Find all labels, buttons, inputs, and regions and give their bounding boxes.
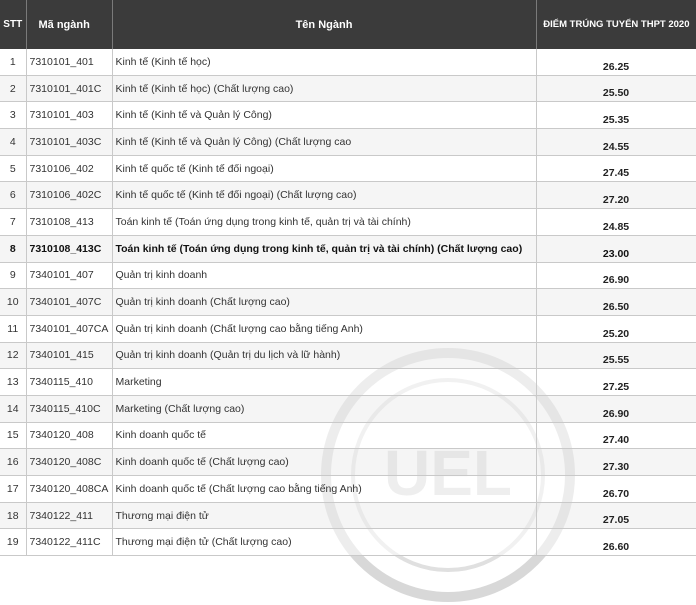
table-row (0, 75, 696, 102)
row-stt: 9 (0, 262, 26, 289)
row-stt: 10 (0, 289, 26, 316)
row-ma-nganh: 7340101_407CA (26, 315, 112, 342)
row-stt: 4 (0, 129, 26, 156)
row-stt: 6 (0, 182, 26, 209)
row-ma-nganh: 7310101_403C (26, 129, 112, 156)
row-diem: 26.60 (536, 529, 696, 556)
table-row (0, 102, 696, 129)
row-ma-nganh: 7340115_410C (26, 395, 112, 422)
row-diem: 25.35 (536, 102, 696, 129)
row-ma-nganh: 7340120_408CA (26, 476, 112, 503)
table-row (0, 262, 696, 289)
row-stt: 5 (0, 155, 26, 182)
row-ma-nganh: 7310108_413 (26, 209, 112, 236)
table-row (0, 235, 696, 262)
row-ten-nganh: Kinh doanh quốc tế (Chất lượng cao bằng tiếng Anh) (112, 476, 536, 503)
table-row (0, 369, 696, 396)
table-row (0, 315, 696, 342)
row-ten-nganh: Kinh doanh quốc tế (Chất lượng cao) (112, 449, 536, 476)
row-ten-nganh: Quản trị kinh doanh (Chất lượng cao) (112, 289, 536, 316)
row-ma-nganh: 7340101_407 (26, 262, 112, 289)
row-stt: 3 (0, 102, 26, 129)
row-ma-nganh: 7340122_411 (26, 502, 112, 529)
row-diem: 26.50 (536, 289, 696, 316)
row-ten-nganh: Toán kinh tế (Toán ứng dụng trong kinh tế, quản trị và tài chính) (112, 209, 536, 236)
table-row (0, 209, 696, 236)
table-row (0, 289, 696, 316)
row-stt: 12 (0, 342, 26, 369)
row-ma-nganh: 7340120_408 (26, 422, 112, 449)
row-diem: 26.90 (536, 262, 696, 289)
row-stt: 7 (0, 209, 26, 236)
row-ten-nganh: Kinh tế (Kinh tế học) (112, 49, 536, 75)
row-diem: 27.20 (536, 182, 696, 209)
row-stt: 19 (0, 529, 26, 556)
row-diem: 23.00 (536, 235, 696, 262)
row-ten-nganh: Kinh tế (Kinh tế và Quản lý Công) (112, 102, 536, 129)
row-ma-nganh: 7340120_408C (26, 449, 112, 476)
row-diem: 27.05 (536, 502, 696, 529)
row-ma-nganh: 7340122_411C (26, 529, 112, 556)
row-diem: 25.50 (536, 75, 696, 102)
header-ma-nganh: Mã ngành (26, 0, 112, 49)
row-ma-nganh: 7310101_401 (26, 49, 112, 75)
row-ten-nganh: Thương mại điện tử (112, 502, 536, 529)
row-ten-nganh: Quản trị kinh doanh (112, 262, 536, 289)
row-stt: 2 (0, 75, 26, 102)
row-stt: 13 (0, 369, 26, 396)
row-ten-nganh: Thương mại điện tử (Chất lượng cao) (112, 529, 536, 556)
row-stt: 11 (0, 315, 26, 342)
row-diem: 24.85 (536, 209, 696, 236)
row-diem: 27.45 (536, 155, 696, 182)
table-row (0, 476, 696, 503)
row-ten-nganh: Marketing (Chất lượng cao) (112, 395, 536, 422)
row-ma-nganh: 7310106_402 (26, 155, 112, 182)
table-row (0, 529, 696, 556)
table-header-row (0, 0, 696, 49)
row-stt: 14 (0, 395, 26, 422)
row-stt: 18 (0, 502, 26, 529)
row-ma-nganh: 7310101_403 (26, 102, 112, 129)
row-stt: 1 (0, 49, 26, 75)
table-row (0, 449, 696, 476)
row-ten-nganh: Kinh tế quốc tế (Kinh tế đối ngoại) (112, 155, 536, 182)
header-ten-nganh: Tên Ngành (112, 0, 536, 49)
row-ten-nganh: Marketing (112, 369, 536, 396)
row-ma-nganh: 7310108_413C (26, 235, 112, 262)
row-diem: 27.40 (536, 422, 696, 449)
table-row (0, 129, 696, 156)
row-stt: 15 (0, 422, 26, 449)
row-ma-nganh: 7310101_401C (26, 75, 112, 102)
row-ma-nganh: 7310106_402C (26, 182, 112, 209)
row-diem: 24.55 (536, 129, 696, 156)
row-ten-nganh: Quản trị kinh doanh (Quản trị du lịch và lữ hành) (112, 342, 536, 369)
row-ten-nganh: Quản trị kinh doanh (Chất lượng cao bằng tiếng Anh) (112, 315, 536, 342)
row-diem: 26.25 (536, 49, 696, 75)
row-diem: 27.30 (536, 449, 696, 476)
table-row (0, 182, 696, 209)
row-diem: 26.70 (536, 476, 696, 503)
row-ten-nganh: Toán kinh tế (Toán ứng dụng trong kinh tế, quản trị và tài chính) (Chất lượng cao) (112, 235, 536, 262)
row-stt: 8 (0, 235, 26, 262)
table-row (0, 49, 696, 75)
row-ten-nganh: Kinh doanh quốc tế (112, 422, 536, 449)
table-row (0, 395, 696, 422)
table-row (0, 502, 696, 529)
header-diem: ĐIỂM TRÚNG TUYỂN THPT 2020 (536, 0, 696, 49)
row-stt: 16 (0, 449, 26, 476)
row-ten-nganh: Kinh tế (Kinh tế học) (Chất lượng cao) (112, 75, 536, 102)
table-row (0, 422, 696, 449)
row-diem: 27.25 (536, 369, 696, 396)
row-diem: 26.90 (536, 395, 696, 422)
row-diem: 25.55 (536, 342, 696, 369)
row-ten-nganh: Kinh tế quốc tế (Kinh tế đối ngoại) (Chất lượng cao) (112, 182, 536, 209)
row-ma-nganh: 7340115_410 (26, 369, 112, 396)
table-row (0, 155, 696, 182)
row-stt: 17 (0, 476, 26, 503)
row-ma-nganh: 7340101_415 (26, 342, 112, 369)
row-diem: 25.20 (536, 315, 696, 342)
row-ma-nganh: 7340101_407C (26, 289, 112, 316)
row-ten-nganh: Kinh tế (Kinh tế và Quản lý Công) (Chất lượng cao (112, 129, 536, 156)
header-stt: STT (0, 0, 26, 49)
table-row (0, 342, 696, 369)
